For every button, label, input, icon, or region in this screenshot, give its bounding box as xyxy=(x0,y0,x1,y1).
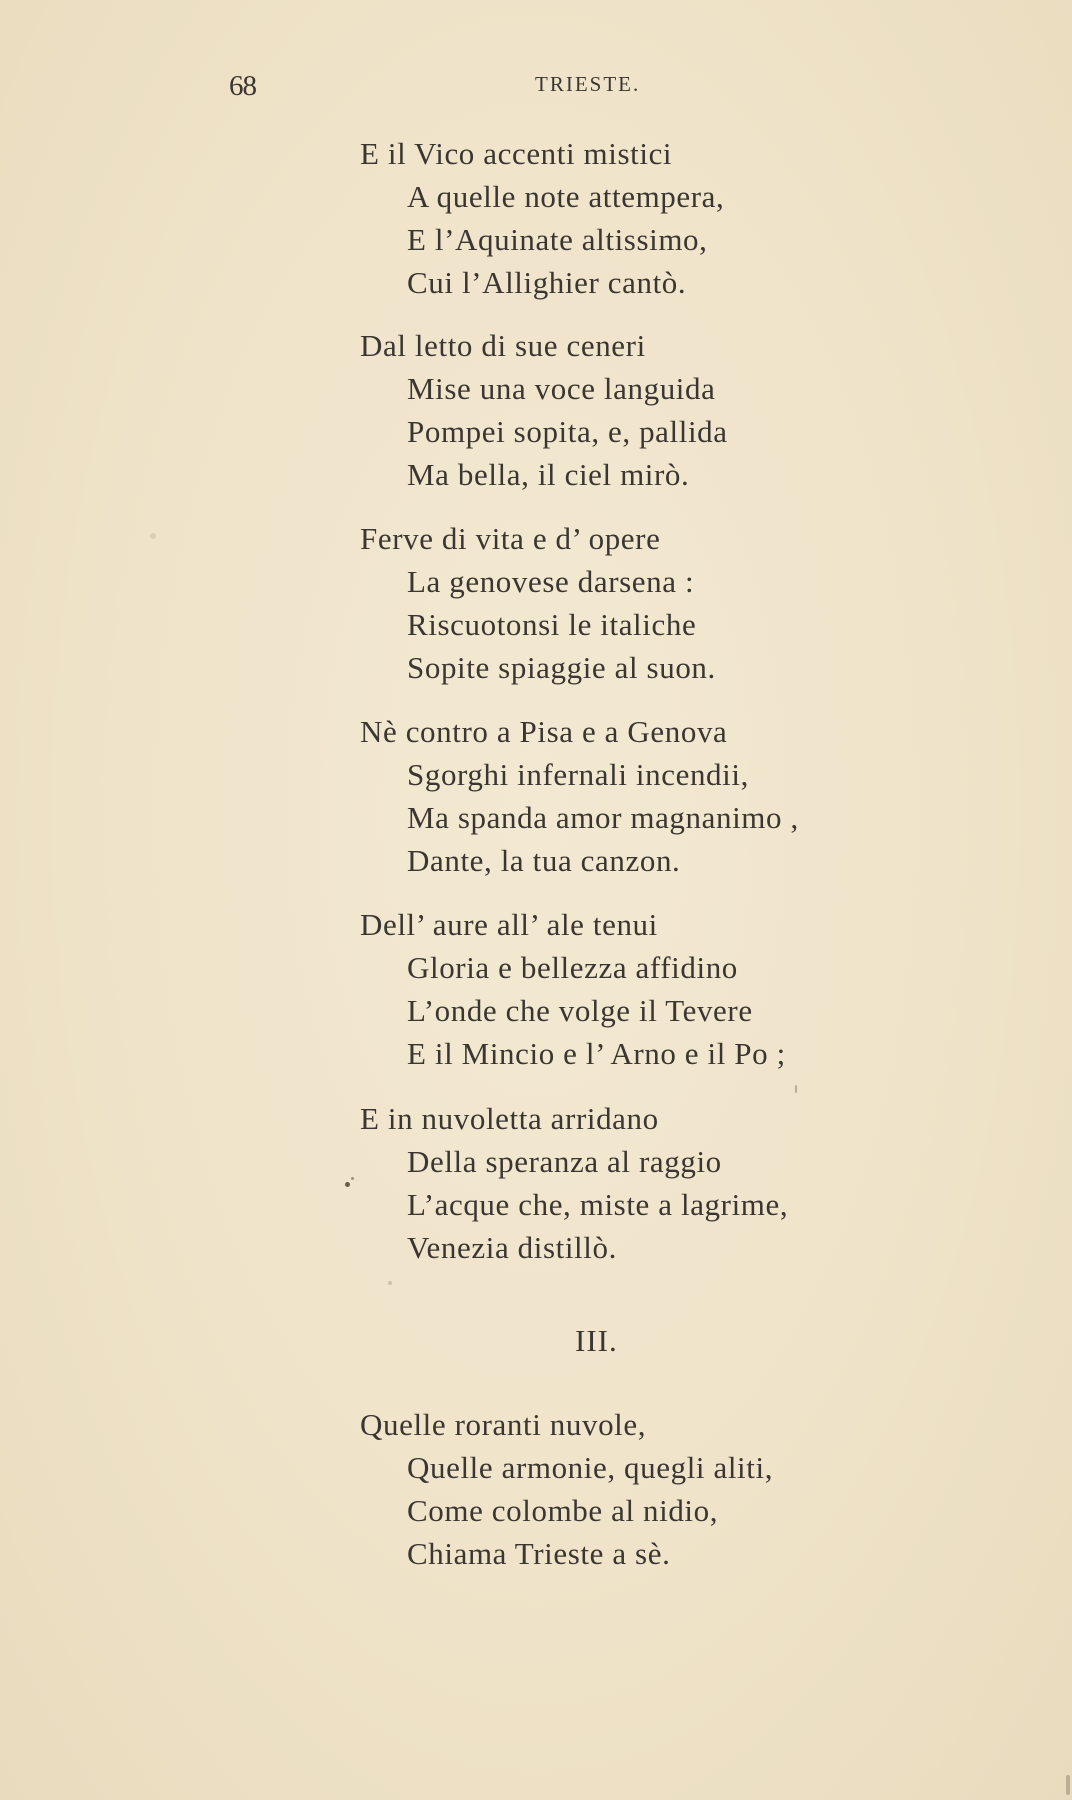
poem-line: A quelle note attempera, xyxy=(407,179,725,214)
poem-line: Quelle roranti nuvole, xyxy=(360,1407,647,1442)
ink-speck xyxy=(795,1085,797,1093)
poem-line: Cui l’Allighier cantò. xyxy=(407,265,687,300)
poem-line: Sgorghi infernali incendii, xyxy=(407,757,749,792)
poem-line: Come colombe al nidio, xyxy=(407,1493,719,1528)
running-title: TRIESTE. xyxy=(535,72,641,96)
poem-line: Ferve di vita e d’ opere xyxy=(360,521,661,556)
poem-line: Gloria e bellezza affidino xyxy=(407,950,738,985)
poem-line: Pompei sopita, e, pallida xyxy=(407,414,728,449)
poem-line: Nè contro a Pisa e a Genova xyxy=(360,714,728,749)
section-heading: III. xyxy=(575,1323,618,1358)
poem-line: Ma spanda amor magnanimo , xyxy=(407,800,799,835)
ink-speck xyxy=(351,1177,354,1180)
page-number: 68 xyxy=(229,70,256,102)
poem-line: La genovese darsena : xyxy=(407,564,695,599)
ink-speck xyxy=(1066,1775,1070,1795)
poem-line: Quelle armonie, quegli aliti, xyxy=(407,1450,774,1485)
poem-line: L’onde che volge il Tevere xyxy=(407,993,753,1028)
poem-line: Ma bella, il ciel mirò. xyxy=(407,457,690,492)
poem-line: Sopite spiaggie al suon. xyxy=(407,650,716,685)
poem-line: E il Vico accenti mistici xyxy=(360,136,673,171)
ink-speck xyxy=(345,1182,350,1187)
poem-line: Della speranza al raggio xyxy=(407,1144,722,1179)
poem-line: Mise una voce languida xyxy=(407,371,716,406)
poem-line: E il Mincio e l’ Arno e il Po ; xyxy=(407,1036,786,1071)
poem-line: E l’Aquinate altissimo, xyxy=(407,222,708,257)
poem-line: Riscuotonsi le italiche xyxy=(407,607,697,642)
poem-line: Dante, la tua canzon. xyxy=(407,843,681,878)
poem-line: Dal letto di sue ceneri xyxy=(360,328,646,363)
poem-line: Dell’ aure all’ ale tenui xyxy=(360,907,658,942)
ink-speck xyxy=(150,533,156,539)
poem-line: Venezia distillò. xyxy=(407,1230,617,1265)
poem-line: Chiama Trieste a sè. xyxy=(407,1536,671,1571)
ink-speck xyxy=(388,1281,392,1285)
poem-line: L’acque che, miste a lagrime, xyxy=(407,1187,789,1222)
poem-line: E in nuvoletta arridano xyxy=(360,1101,659,1136)
